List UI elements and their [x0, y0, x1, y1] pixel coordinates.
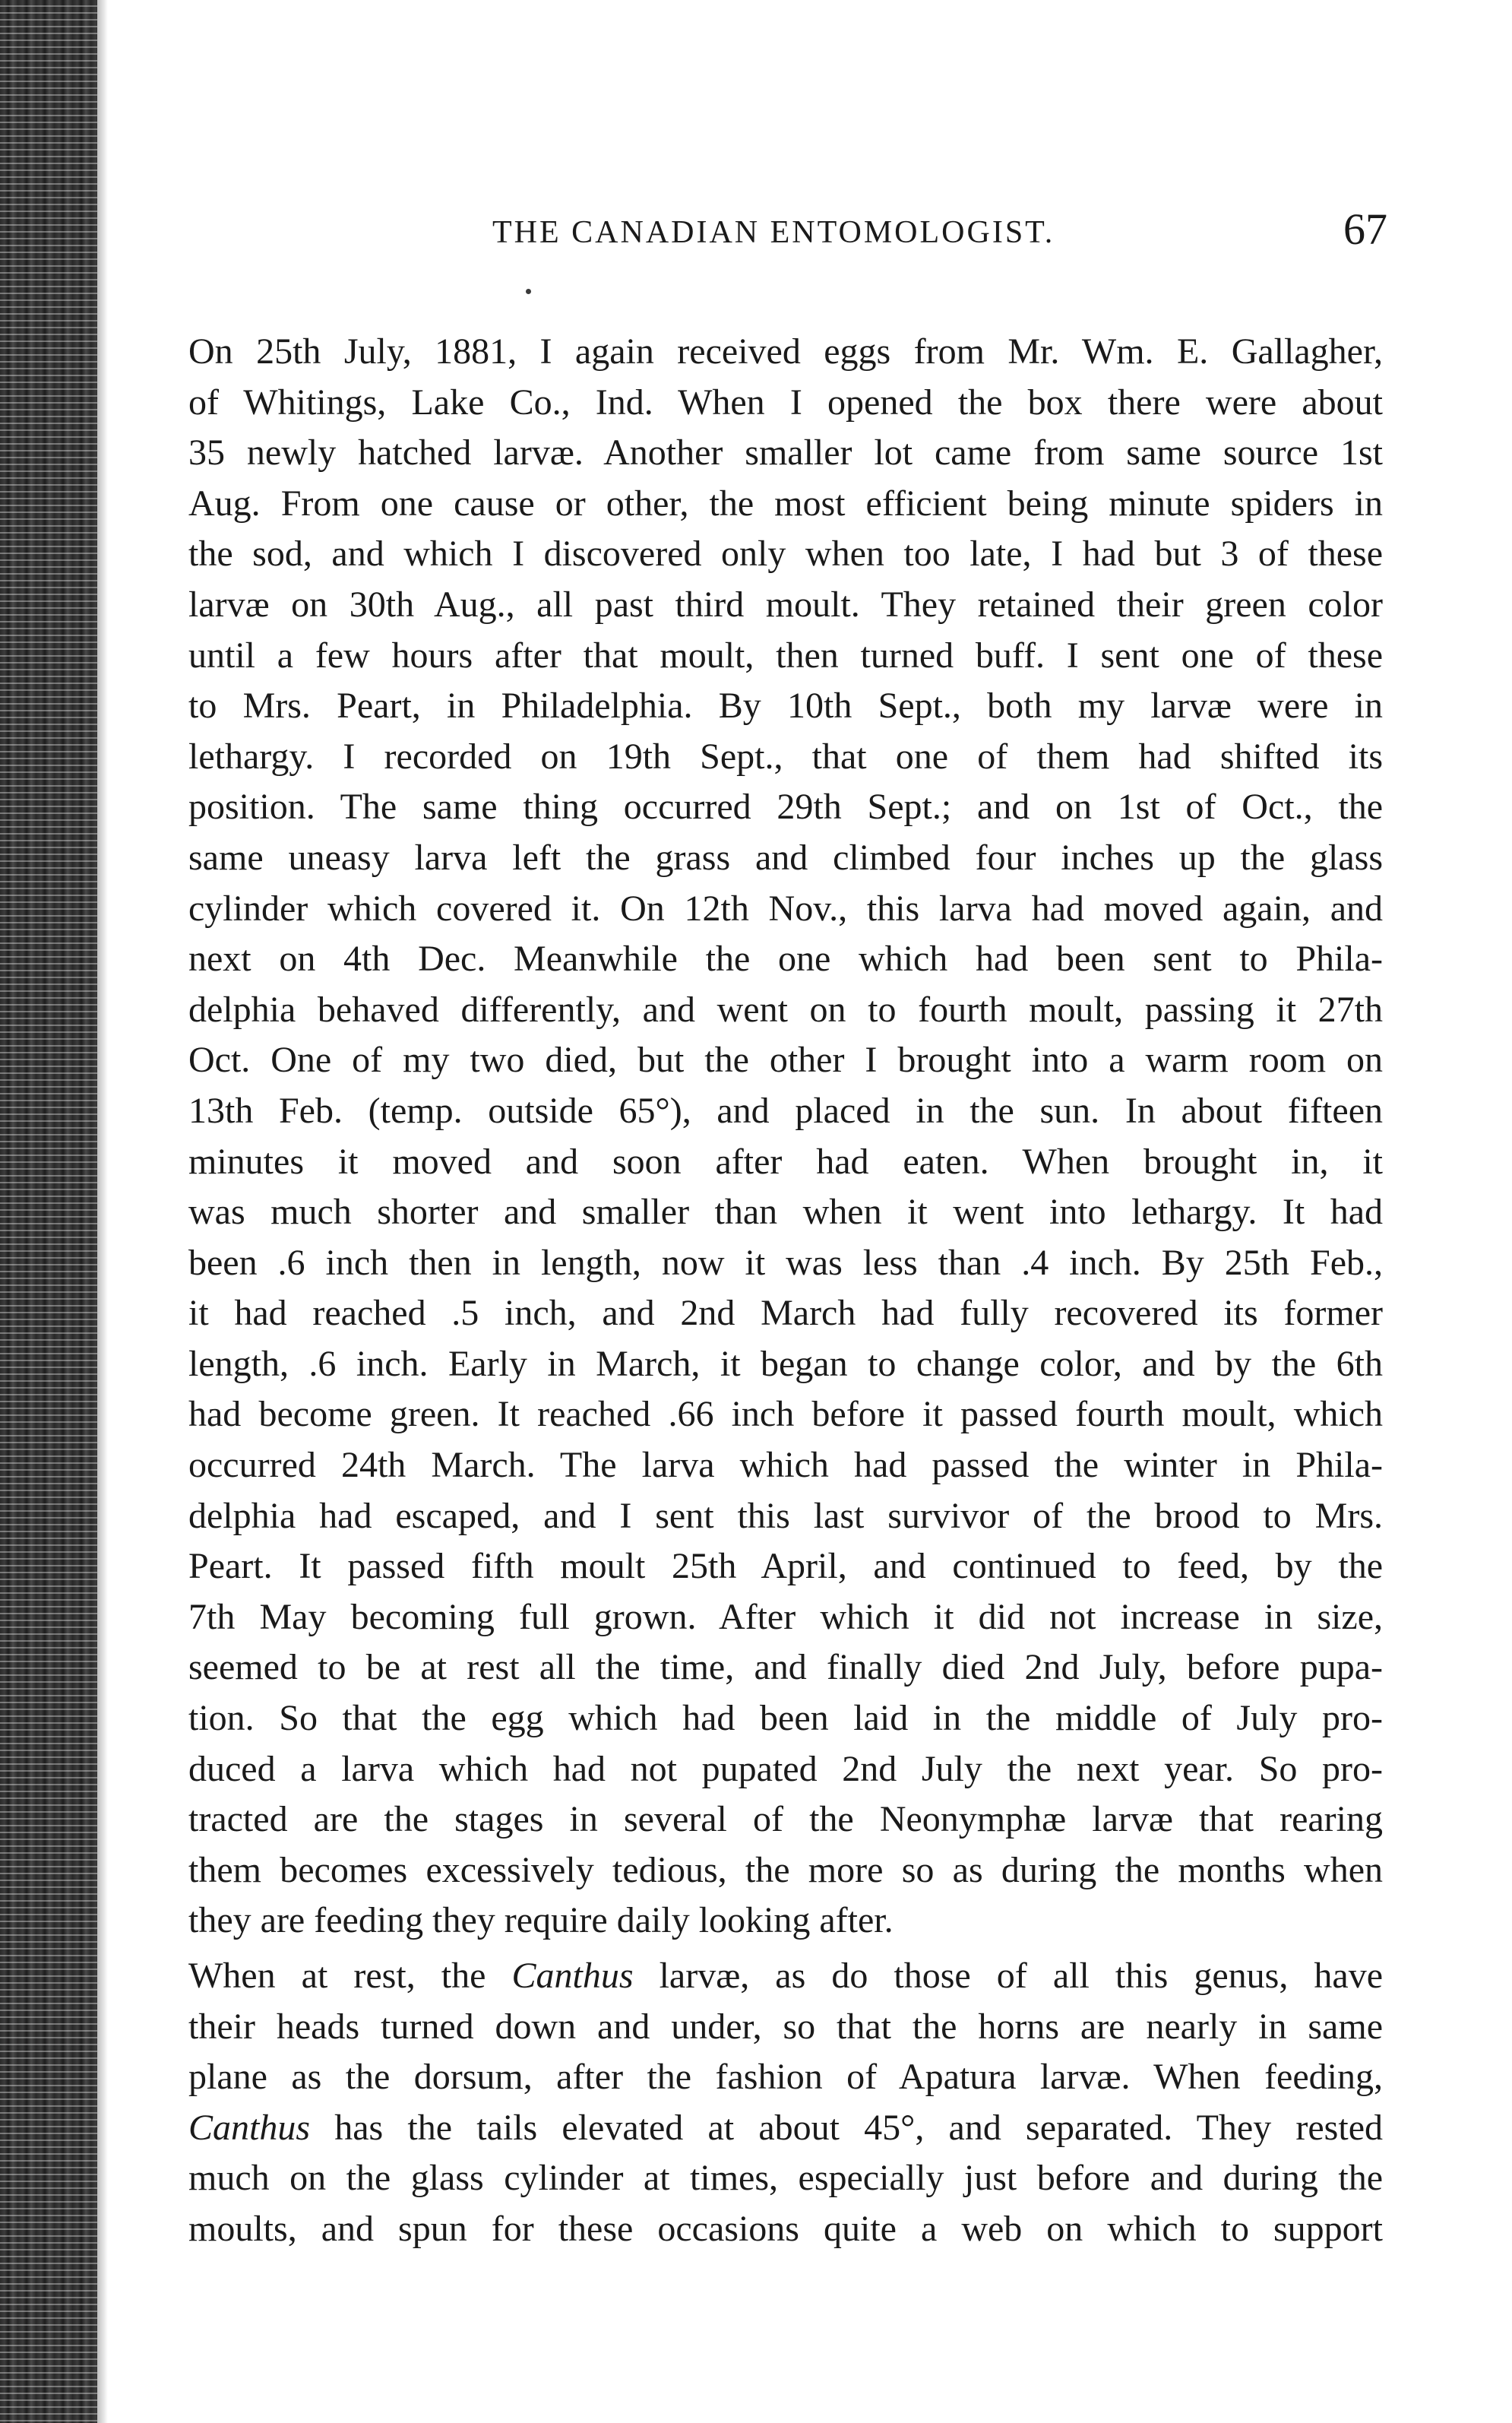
text-run: When at rest, the [188, 1956, 512, 1996]
text-run: larvæ, as do those of all this genus, have [633, 1956, 1383, 1996]
text-line: lethargy. I recorded on 19th Sept., that one of them had shifted its [188, 736, 1383, 777]
text-line [122, 2103, 1383, 2154]
text-line: them becomes excessively tedious, the more so as during the months when [188, 1849, 1383, 1890]
text-line: moults, and spun for these occasions quite a web on which to support [188, 2208, 1383, 2249]
text-line: much on the glass cylinder at times, especially just before and during the [188, 2158, 1383, 2199]
body-text [122, 327, 1383, 2255]
text-line: Oct. One of my two died, but the other I brought into a warm room on [188, 1040, 1383, 1081]
text-line: next on 4th Dec. Meanwhile the one which had been sent to Phila- [188, 939, 1383, 980]
text-line: plane as the dorsum, after the fashion of Apatura larvæ. When feeding, [188, 2057, 1383, 2098]
text-run: has the tails elevated at about 45°, and separated. They rested [310, 2107, 1383, 2148]
paragraph-rearing-notes [122, 327, 1383, 1946]
text-line: the sod, and which I discovered only when too late, I had but 3 of these [188, 534, 1383, 575]
text-line: larvæ on 30th Aug., all past third moult. They retained their green color [188, 584, 1383, 625]
text-line: been .6 inch then in length, now it was less than .4 inch. By 25th Feb., [188, 1242, 1383, 1283]
text-line: until a few hours after that moult, then turned buff. I sent one of these [188, 635, 1383, 676]
text-line: tion. So that the egg which had been laid in the middle of July pro- [188, 1698, 1383, 1739]
text-line: was much shorter and smaller than when it went into lethargy. It had [188, 1192, 1383, 1233]
text-line: they are feeding they require daily looking after. [188, 1900, 894, 1941]
text-line: Peart. It passed fifth moult 25th April, and continued to feed, by the [188, 1546, 1383, 1587]
text-line: length, .6 inch. Early in March, it began to change color, and by the 6th [188, 1343, 1383, 1384]
text-line: 13th Feb. (temp. outside 65°), and placed in the sun. In about fifteen [188, 1090, 1383, 1131]
page-binding-edge [0, 0, 97, 2423]
text-line: 7th May becoming full grown. After which it did not increase in size, [188, 1596, 1383, 1637]
text-line: it had reached .5 inch, and 2nd March had fully recovered its former [188, 1293, 1383, 1334]
text-line: position. The same thing occurred 29th Sept.; and on 1st of Oct., the [188, 787, 1383, 828]
text-line: 35 newly hatched larvæ. Another smaller lot came from same source 1st [188, 432, 1383, 474]
text-line: On 25th July, 1881, I again received eggs from Mr. Wm. E. Gallagher, [188, 331, 1383, 372]
text-line: cylinder which covered it. On 12th Nov., this larva had moved again, and [188, 888, 1383, 929]
paragraph-resting-posture [122, 1951, 1383, 2255]
text-line: minutes it moved and soon after had eaten. When brought in, it [188, 1141, 1383, 1182]
text-line: had become green. It reached .66 inch before it passed fourth moult, which [188, 1394, 1383, 1435]
text-line: duced a larva which had not pupated 2nd July the next year. So pro- [188, 1748, 1383, 1789]
text-line: same uneasy larva left the grass and climbed four inches up the glass [188, 837, 1383, 878]
text-line: occurred 24th March. The larva which had passed the winter in Phila- [188, 1445, 1383, 1486]
text-line: Aug. From one cause or other, the most efficient being minute spiders in [188, 483, 1383, 524]
text-line: tracted are the stages in several of the Neonymphæ larvæ that rearing [188, 1799, 1383, 1840]
text-line: to Mrs. Peart, in Philadelphia. By 10th Sept., both my larvæ were in [188, 686, 1383, 727]
text-line: of Whitings, Lake Co., Ind. When I opened the box there were about [188, 382, 1383, 423]
page-number: 67 [1343, 204, 1387, 254]
species-name-italic: Canthus [511, 1956, 634, 1996]
text-line: seemed to be at rest all the time, and finally died 2nd July, before pupa- [188, 1647, 1383, 1688]
printer-mark [526, 289, 531, 294]
text-line [122, 1951, 1383, 2002]
running-head: THE CANADIAN ENTOMOLOGIST. [492, 215, 1055, 250]
text-line: their heads turned down and under, so that the horns are nearly in same [188, 2006, 1383, 2047]
species-name-italic: Canthus [188, 2107, 311, 2148]
text-line: delphia had escaped, and I sent this last survivor of the brood to Mrs. [188, 1495, 1383, 1536]
text-line: delphia behaved differently, and went on to fourth moult, passing it 27th [188, 989, 1383, 1030]
